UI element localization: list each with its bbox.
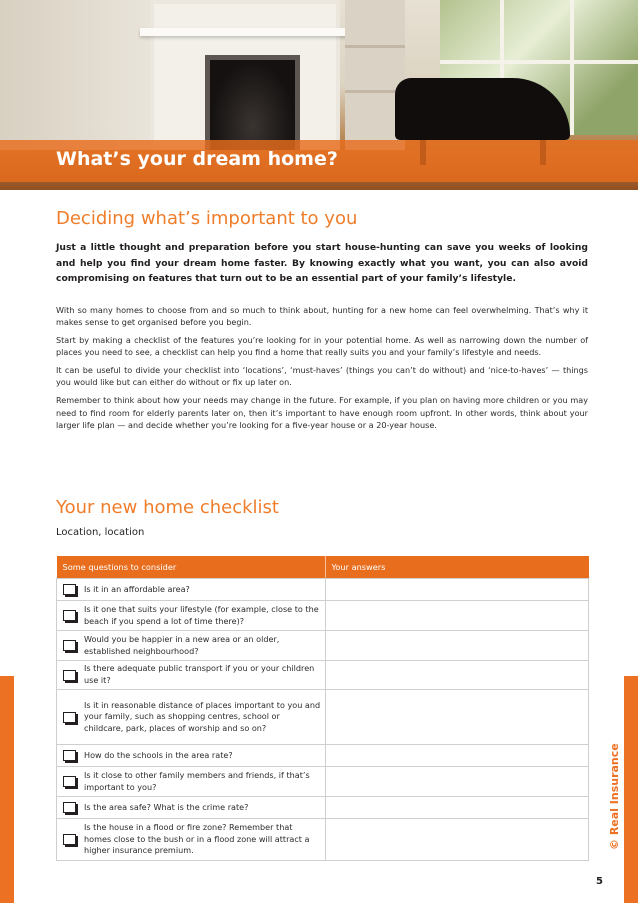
- checkbox[interactable]: [63, 670, 76, 681]
- checkbox[interactable]: [63, 802, 76, 813]
- answer-cell[interactable]: [325, 631, 589, 661]
- column-header-questions: Some questions to consider: [57, 556, 326, 579]
- answer-cell[interactable]: [325, 601, 589, 631]
- answer-cell[interactable]: [325, 819, 589, 861]
- section-heading-checklist: Your new home checklist: [56, 497, 279, 518]
- checklist-table: [56, 556, 589, 861]
- table-row: [57, 797, 589, 819]
- question-text: Is the house in a flood or fire zone? Remember that homes close to the bush or in a flood zone will attract a higher insurance premium.: [84, 822, 310, 856]
- checkbox[interactable]: [63, 610, 76, 621]
- checkbox[interactable]: [63, 640, 76, 651]
- checkbox[interactable]: [63, 584, 76, 595]
- answer-cell[interactable]: [325, 690, 589, 745]
- page-number: 5: [596, 876, 603, 887]
- checkbox[interactable]: [63, 750, 76, 761]
- body-paragraph: It can be useful to divide your checklist into ‘locations’, ‘must-haves’ (things you can’t do without) and ‘nice-to-haves’ — things you would like but can either do without or fix up later on.: [56, 365, 588, 388]
- body-paragraph: Start by making a checklist of the features you’re looking for in your potential home. As well as narrowing down the number of places you need to see, a checklist can help you find a home that really suits you and your family’s lifestyle and needs.: [56, 335, 588, 358]
- question-text: Is it one that suits your lifestyle (for example, close to the beach if you spend a lot of time there)?: [84, 603, 319, 626]
- question-text: Is it in reasonable distance of places important to you and your family, such as shopping centres, school or childcare, park, places of worship and so on?: [84, 699, 321, 733]
- question-text: Would you be happier in a new area or an older, established neighbourhood?: [84, 633, 280, 656]
- checklist-subheading-wrap: [56, 527, 588, 538]
- table-row: [57, 631, 589, 661]
- answer-cell[interactable]: [325, 661, 589, 690]
- lead-paragraph: Just a little thought and preparation before you start house-hunting can save you weeks of looking and help you find your dream home faster. By knowing exactly what you want, you can also avoid compromising on features that turn out to be an essential part of your family’s lifestyle.: [56, 242, 588, 284]
- table-row: [57, 745, 589, 767]
- table-row: [57, 601, 589, 631]
- table-row: [57, 819, 589, 861]
- answer-cell[interactable]: [325, 797, 589, 819]
- question-text: Is it in an affordable area?: [84, 583, 190, 594]
- checklist-section: [56, 497, 588, 518]
- left-accent-bar: [0, 676, 14, 903]
- page-title: What’s your dream home?: [56, 148, 338, 170]
- body-paragraph: With so many homes to choose from and so much to think about, hunting for a new home can feel overwhelming. That’s why it makes sense to get organised before you begin.: [56, 305, 588, 328]
- table-row: [57, 690, 589, 745]
- table-header-row: [57, 556, 589, 579]
- answer-cell[interactable]: [325, 767, 589, 797]
- answer-cell[interactable]: [325, 745, 589, 767]
- table-row: [57, 661, 589, 690]
- question-text: Is it close to other family members and friends, if that’s important to you?: [84, 769, 310, 792]
- copyright-notice: [606, 700, 638, 850]
- question-text: Is the area safe? What is the crime rate?: [84, 801, 249, 812]
- section-heading-deciding: Deciding what’s important to you: [56, 208, 358, 229]
- answer-cell[interactable]: [325, 579, 589, 601]
- copyright-text: © Real Insurance: [608, 743, 621, 850]
- intro-section: [56, 208, 588, 229]
- checkbox[interactable]: [63, 712, 76, 723]
- table-row: [57, 579, 589, 601]
- checkbox[interactable]: [63, 834, 76, 845]
- title-band: [0, 140, 638, 182]
- checklist-subheading: Location, location: [56, 527, 145, 538]
- question-text: How do the schools in the area rate?: [84, 749, 233, 760]
- intro-body: [56, 240, 588, 287]
- column-header-answers: Your answers: [325, 556, 589, 579]
- checkbox[interactable]: [63, 776, 76, 787]
- body-paragraph: Remember to think about how your needs may change in the future. For example, if you plan on having more children or you may need to find room for elderly parents later on, then it’s important to have enough room upfront. In other words, think about your larger life plan — and decide whether you’re looking for a five-year house or a 20-year house.: [56, 395, 588, 430]
- table-row: [57, 767, 589, 797]
- body-paragraphs: [56, 304, 588, 437]
- question-text: Is there adequate public transport if you or your children use it?: [84, 663, 315, 685]
